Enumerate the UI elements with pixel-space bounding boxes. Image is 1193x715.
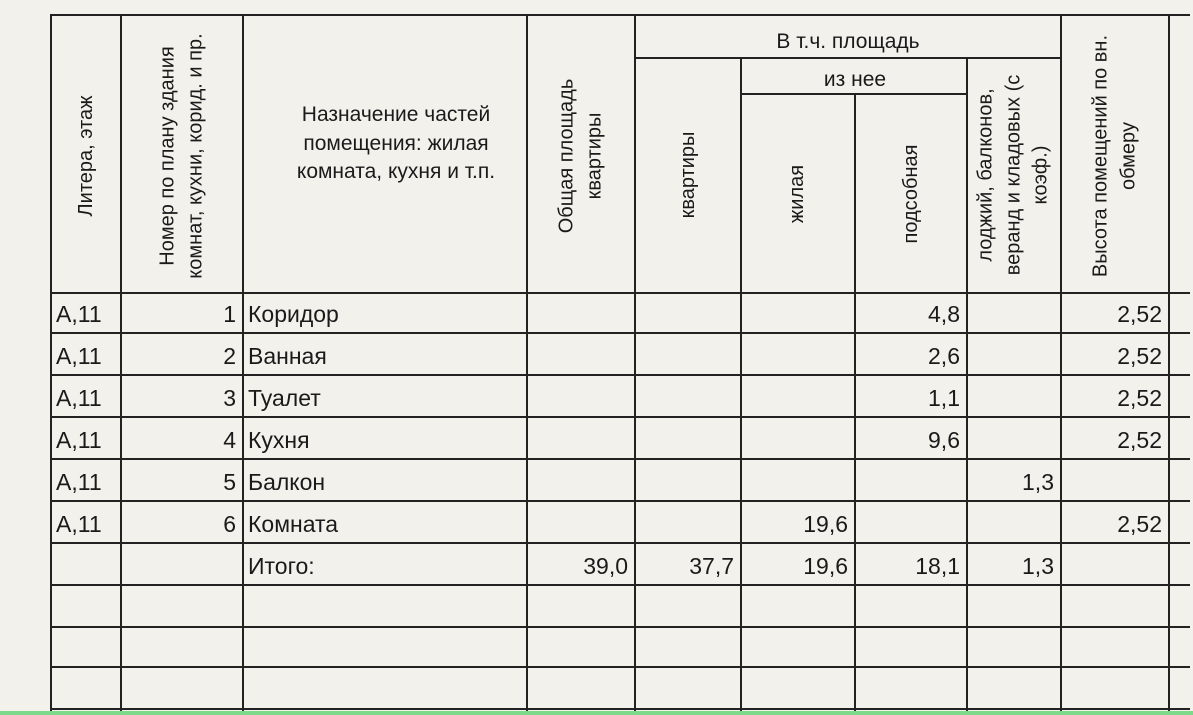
cell-podsobnaya: 18,1 xyxy=(915,552,960,579)
cell-nomer: 5 xyxy=(223,468,236,495)
cell-nomer xyxy=(122,546,242,586)
cell-litera xyxy=(52,546,120,586)
cell-naznachenie: Балкон xyxy=(248,468,326,495)
cell-nomer: 3 xyxy=(223,384,236,411)
header-podsobnaya-text: подсобная xyxy=(900,144,923,244)
table-top-border xyxy=(50,14,1190,16)
cell-vysota: 2,52 xyxy=(1117,426,1162,453)
header-kvartiry-text: квартиры xyxy=(677,131,700,219)
header-podsobnaya xyxy=(856,96,968,292)
row-border xyxy=(50,666,1190,668)
cell-naznachenie: Итого: xyxy=(248,552,315,579)
header-kvartiry xyxy=(636,58,742,292)
cell-litera: А,11 xyxy=(56,300,102,327)
cell-zhilaya xyxy=(742,462,854,502)
cell-naznachenie: Туалет xyxy=(248,384,321,411)
header-naznachenie: Назначение частей помещения: жилая комната, кухня и т.п. xyxy=(296,103,496,184)
cell-kvartiry xyxy=(636,294,740,334)
cell-litera: А,11 xyxy=(56,426,102,453)
bottom-edge-strip xyxy=(0,711,1193,715)
header-v-tch: В т.ч. площадь xyxy=(776,29,920,53)
header-nomer-text: Номер по плану здания комнат, кухни, корид. и пр. xyxy=(156,33,206,279)
cell-lodzhii: 1,3 xyxy=(1022,468,1054,495)
cell-podsobnaya: 4,8 xyxy=(928,300,960,327)
cell-nomer: 6 xyxy=(223,510,236,537)
cell-obshchaya xyxy=(528,504,634,544)
cell-zhilaya: 19,6 xyxy=(803,552,848,579)
cell-lodzhii xyxy=(968,294,1060,334)
header-vysota-text: Высота помещений по вн. обмеру xyxy=(1089,34,1139,278)
cell-nomer: 2 xyxy=(223,342,236,369)
header-vysota xyxy=(1062,20,1168,292)
cell-obshchaya xyxy=(528,378,634,418)
cell-nomer: 1 xyxy=(223,300,236,327)
cell-podsobnaya xyxy=(856,462,966,502)
cell-podsobnaya: 9,6 xyxy=(928,426,960,453)
cell-lodzhii xyxy=(968,504,1060,544)
column-border xyxy=(1168,14,1170,711)
cell-kvartiry: 37,7 xyxy=(689,552,734,579)
cell-naznachenie: Комната xyxy=(248,510,339,537)
cell-kvartiry xyxy=(636,336,740,376)
header-litera xyxy=(52,20,122,292)
cell-naznachenie: Ванная xyxy=(248,342,327,369)
cell-litera: А,11 xyxy=(56,510,102,537)
cell-vysota: 2,52 xyxy=(1117,342,1162,369)
cell-zhilaya: 19,6 xyxy=(803,510,848,537)
cell-lodzhii xyxy=(968,378,1060,418)
cell-litera: А,11 xyxy=(56,384,102,411)
header-lodzhii xyxy=(968,58,1060,292)
cell-nomer: 4 xyxy=(223,426,236,453)
cell-obshchaya xyxy=(528,420,634,460)
cell-kvartiry xyxy=(636,420,740,460)
cell-kvartiry xyxy=(636,462,740,502)
cell-obshchaya xyxy=(528,336,634,376)
cell-lodzhii xyxy=(968,336,1060,376)
cell-podsobnaya: 2,6 xyxy=(928,342,960,369)
cell-lodzhii xyxy=(968,420,1060,460)
cell-obshchaya: 39,0 xyxy=(583,552,628,579)
cell-zhilaya xyxy=(742,420,854,460)
row-border xyxy=(50,626,1190,628)
header-iz-nee: из нее xyxy=(823,67,887,91)
cell-obshchaya xyxy=(528,294,634,334)
cell-vysota xyxy=(1062,546,1168,586)
cell-kvartiry xyxy=(636,504,740,544)
cell-vysota: 2,52 xyxy=(1117,384,1162,411)
cell-vysota: 2,52 xyxy=(1117,300,1162,327)
header-zhilaya xyxy=(742,96,854,292)
cell-vysota: 2,52 xyxy=(1117,510,1162,537)
cell-naznachenie: Кухня xyxy=(248,426,310,453)
header-litera-text: Литера, этаж xyxy=(75,95,98,217)
cell-obshchaya xyxy=(528,462,634,502)
header-zhilaya-text: жилая xyxy=(786,164,809,224)
header-nomer xyxy=(122,20,242,292)
row-border xyxy=(50,708,1190,710)
cell-litera: А,11 xyxy=(56,468,102,495)
cell-zhilaya xyxy=(742,294,854,334)
cell-lodzhii: 1,3 xyxy=(1022,552,1054,579)
cell-litera: А,11 xyxy=(56,342,102,369)
header-obshchaya xyxy=(528,20,634,292)
cell-vysota xyxy=(1062,462,1168,502)
cell-zhilaya xyxy=(742,378,854,418)
header-obshchaya-text: Общая площадь квартиры xyxy=(555,78,605,234)
cell-naznachenie: Коридор xyxy=(248,300,339,327)
cell-zhilaya xyxy=(742,336,854,376)
cell-podsobnaya: 1,1 xyxy=(928,384,960,411)
cell-kvartiry xyxy=(636,378,740,418)
cell-podsobnaya xyxy=(856,504,966,544)
header-lodzhii-text: лоджий, балконов, веранд и кладовых (с коэф.) xyxy=(974,74,1052,276)
room-area-table xyxy=(38,14,1193,711)
